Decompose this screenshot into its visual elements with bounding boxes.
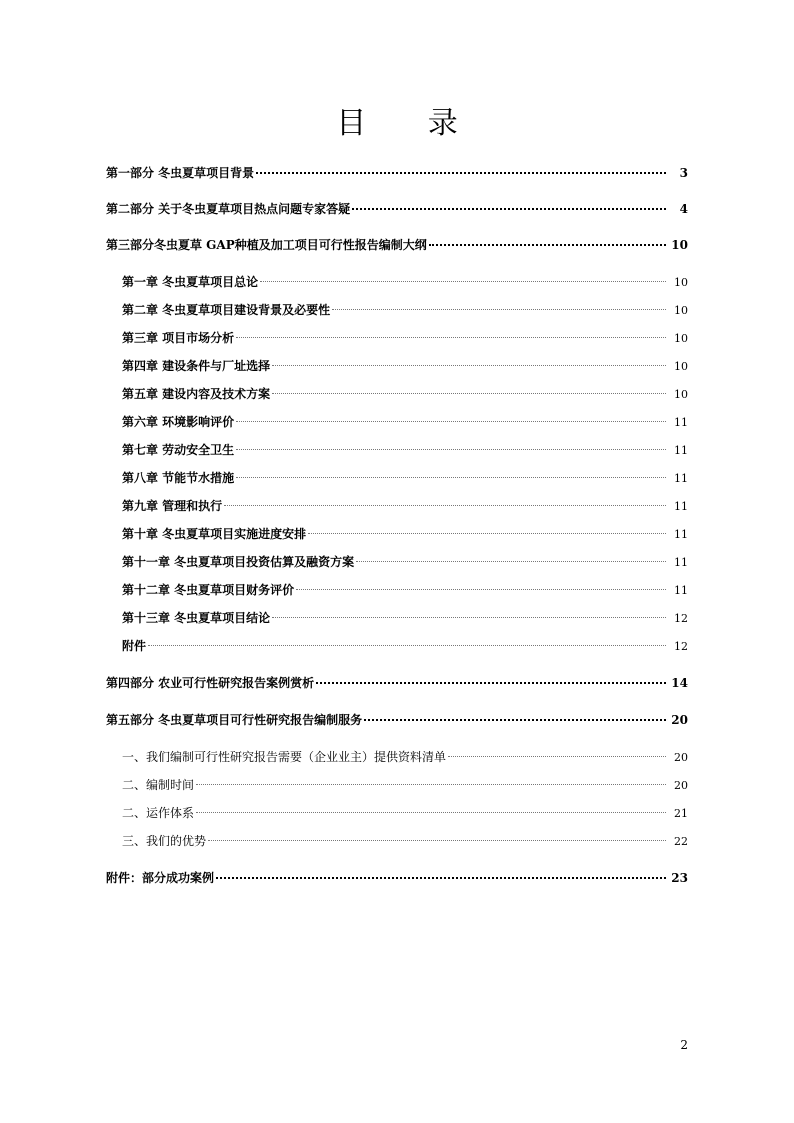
toc-entry-page: 4 [679, 202, 688, 216]
toc-entry-label: 第四章 建设条件与厂址选择 [122, 359, 271, 373]
toc-entry-label: 第十章 冬虫夏草项目实施进度安排 [122, 527, 307, 541]
toc-dot-leader [272, 393, 666, 394]
toc-entry-label: 一、我们编制可行性研究报告需要（企业业主）提供资料清单 [122, 750, 447, 764]
toc-dot-leader [196, 784, 666, 785]
toc-dot-leader [332, 309, 666, 310]
toc-entry-page: 11 [674, 472, 688, 485]
toc-dot-leader [316, 682, 666, 684]
toc-entry-label: 第五章 建设内容及技术方案 [122, 387, 271, 401]
toc-entry[interactable] [106, 634, 688, 658]
page-number: 2 [680, 1038, 688, 1052]
toc-entry-page: 21 [674, 807, 688, 820]
toc-entry-page: 11 [674, 528, 688, 541]
toc-dot-leader [296, 589, 666, 590]
toc-dot-leader [236, 337, 666, 338]
toc-entry-label: 第三章 项目市场分析 [122, 331, 235, 345]
toc-entry-page: 3 [679, 166, 688, 180]
toc-entry-page: 14 [671, 676, 688, 690]
toc-entry[interactable] [106, 438, 688, 462]
toc-entry-label: 第八章 节能节水措施 [122, 471, 235, 485]
toc-entry[interactable] [106, 410, 688, 434]
toc-entry[interactable] [106, 671, 688, 695]
toc-entry-page: 10 [674, 276, 688, 289]
toc-entry[interactable] [106, 382, 688, 406]
toc-entry[interactable] [106, 550, 688, 574]
toc-entry-label: 第十三章 冬虫夏草项目结论 [122, 611, 271, 625]
toc-entry[interactable] [106, 745, 688, 769]
toc-entry-page: 10 [671, 238, 688, 252]
toc-entry[interactable] [106, 708, 688, 732]
toc-entry-page: 22 [674, 835, 688, 848]
toc-entry[interactable] [106, 606, 688, 630]
toc-entry-label: 第二章 冬虫夏草项目建设背景及必要性 [122, 303, 331, 317]
toc-entry-label: 第五部分 冬虫夏草项目可行性研究报告编制服务 [106, 713, 363, 727]
toc-entry[interactable] [106, 270, 688, 294]
toc-dot-leader [260, 281, 666, 282]
toc-entry-label: 附件 [122, 639, 147, 653]
toc-dot-leader [429, 244, 666, 246]
toc-entry-label: 三、我们的优势 [122, 834, 207, 848]
toc-entry[interactable] [106, 161, 688, 185]
toc-dot-leader [236, 449, 666, 450]
toc-dot-leader [236, 421, 666, 422]
toc-entry[interactable] [106, 801, 688, 825]
toc-entry-page: 11 [674, 444, 688, 457]
page-title: 目 录 [336, 106, 484, 141]
toc-entry[interactable] [106, 494, 688, 518]
toc-entry-page: 20 [674, 751, 688, 764]
toc-entry-page: 20 [674, 779, 688, 792]
toc-entry[interactable] [106, 866, 688, 890]
toc-entry-label: 附件：部分成功案例 [106, 871, 215, 885]
toc-entry-label: 二、编制时间 [122, 778, 195, 792]
toc-entry-label: 第四部分 农业可行性研究报告案例赏析 [106, 676, 315, 690]
toc-entry-label: 二、运作体系 [122, 806, 195, 820]
toc-entry[interactable] [106, 233, 688, 257]
toc-dot-leader [216, 877, 666, 879]
toc-entry-label: 第一章 冬虫夏草项目总论 [122, 275, 259, 289]
toc-entry-page: 12 [674, 612, 688, 625]
toc-entry-label: 第一部分 冬虫夏草项目背景 [106, 166, 255, 180]
toc-dot-leader [364, 719, 666, 721]
toc-entry-label: 第七章 劳动安全卫生 [122, 443, 235, 457]
toc-dot-leader [148, 645, 666, 646]
toc-dot-leader [196, 812, 666, 813]
toc-entry-page: 10 [674, 388, 688, 401]
toc-entry-page: 10 [674, 360, 688, 373]
toc-entry-page: 20 [671, 713, 688, 727]
toc-dot-leader [356, 561, 666, 562]
toc-entry-page: 11 [674, 556, 688, 569]
toc-entry[interactable] [106, 578, 688, 602]
toc-entry[interactable] [106, 326, 688, 350]
toc-entry[interactable] [106, 197, 688, 221]
toc-entry[interactable] [106, 522, 688, 546]
toc-entry[interactable] [106, 829, 688, 853]
toc-dot-leader [448, 756, 666, 757]
toc-entry-page: 11 [674, 416, 688, 429]
toc-dot-leader [256, 172, 666, 174]
toc-dot-leader [224, 505, 666, 506]
toc-entry-page: 10 [674, 332, 688, 345]
toc-dot-leader [272, 365, 666, 366]
toc-dot-leader [352, 208, 666, 210]
toc-entry-label: 第二部分 关于冬虫夏草项目热点问题专家答疑 [106, 202, 351, 216]
toc-entry-page: 11 [674, 500, 688, 513]
toc-dot-leader [208, 840, 666, 841]
toc-entry-label: 第十一章 冬虫夏草项目投资估算及融资方案 [122, 555, 355, 569]
toc-entry-page: 10 [674, 304, 688, 317]
toc-entry-label: 第六章 环境影响评价 [122, 415, 235, 429]
toc-entry-page: 11 [674, 584, 688, 597]
toc-entry[interactable] [106, 773, 688, 797]
toc-entry[interactable] [106, 298, 688, 322]
toc-entry[interactable] [106, 466, 688, 490]
toc-entry-label: 第九章 管理和执行 [122, 499, 223, 513]
toc-dot-leader [236, 477, 666, 478]
toc-entry-label: 第十二章 冬虫夏草项目财务评价 [122, 583, 295, 597]
toc-dot-leader [272, 617, 666, 618]
toc-entry[interactable] [106, 354, 688, 378]
toc-entry-page: 12 [674, 640, 688, 653]
toc-entry-page: 23 [671, 871, 688, 885]
toc-entry-label: 第三部分冬虫夏草 GAP种植及加工项目可行性报告编制大纲 [106, 238, 427, 252]
toc-dot-leader [308, 533, 666, 534]
